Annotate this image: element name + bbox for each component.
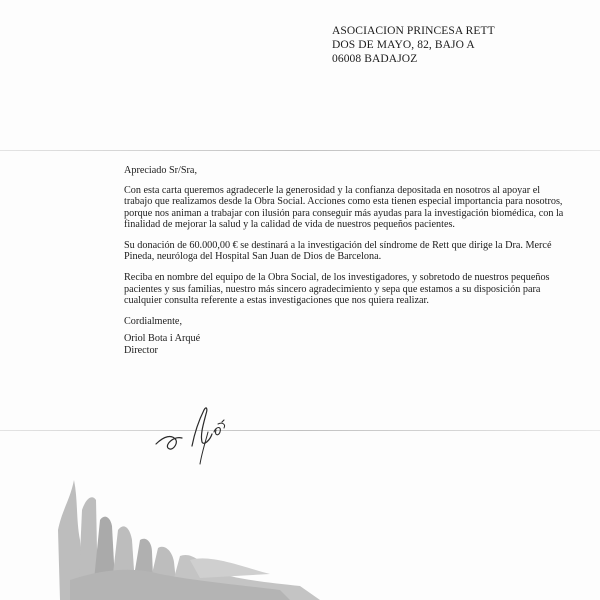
closing: Cordialmente, [124,316,182,328]
fold-line-bottom [0,430,600,431]
address-line-3: 06008 BADAJOZ [332,53,418,65]
signer-block [124,333,200,356]
logo-icon [40,470,340,600]
paragraph-closing-remarks: Reciba en nombre del equipo de la Obra Social, de los investigadores, y sobretodo de nuestros pequeños pacientes y sus familias, nuestro más sincero agradecimiento y sepa que estamos a su disposición para cualquier consulta referente a estas investigaciones que nos quiera realizar. [124,272,550,306]
letter-body [124,165,564,350]
address-line-2: DOS DE MAYO, 82, BAJO A [332,39,475,51]
greeting: Apreciado Sr/Sra, [124,165,197,176]
paragraph-thanks: Con esta carta queremos agradecerle la generosidad y la confianza depositada en nosotros al apoyar el trabajo que realizamos desde la Obra Social. Acciones como esta tienen especial importancia para nosotros, porque nos animan a trabajar con ilusión para conseguir más ayudas para la investigación biomédica, con la finalidad de mejorar la salud y la calidad de vida de nuestros pequeños pacientes. [124,185,564,230]
address-line-1: ASOCIACION PRINCESA RETT [332,25,495,37]
signer-name: Oriol Bota i Arqué [124,333,201,344]
paragraph-donation: Su donación de 60.000,00 € se destinará a la investigación del síndrome de Rett que dirige la Dra. Mercé Pineda, neuróloga del Hospital San Juan de Dios de Barcelona. [124,240,552,263]
fold-line-top [0,150,600,151]
signature-icon [150,396,260,466]
recipient-address [332,24,495,66]
signer-title: Director [124,344,158,356]
